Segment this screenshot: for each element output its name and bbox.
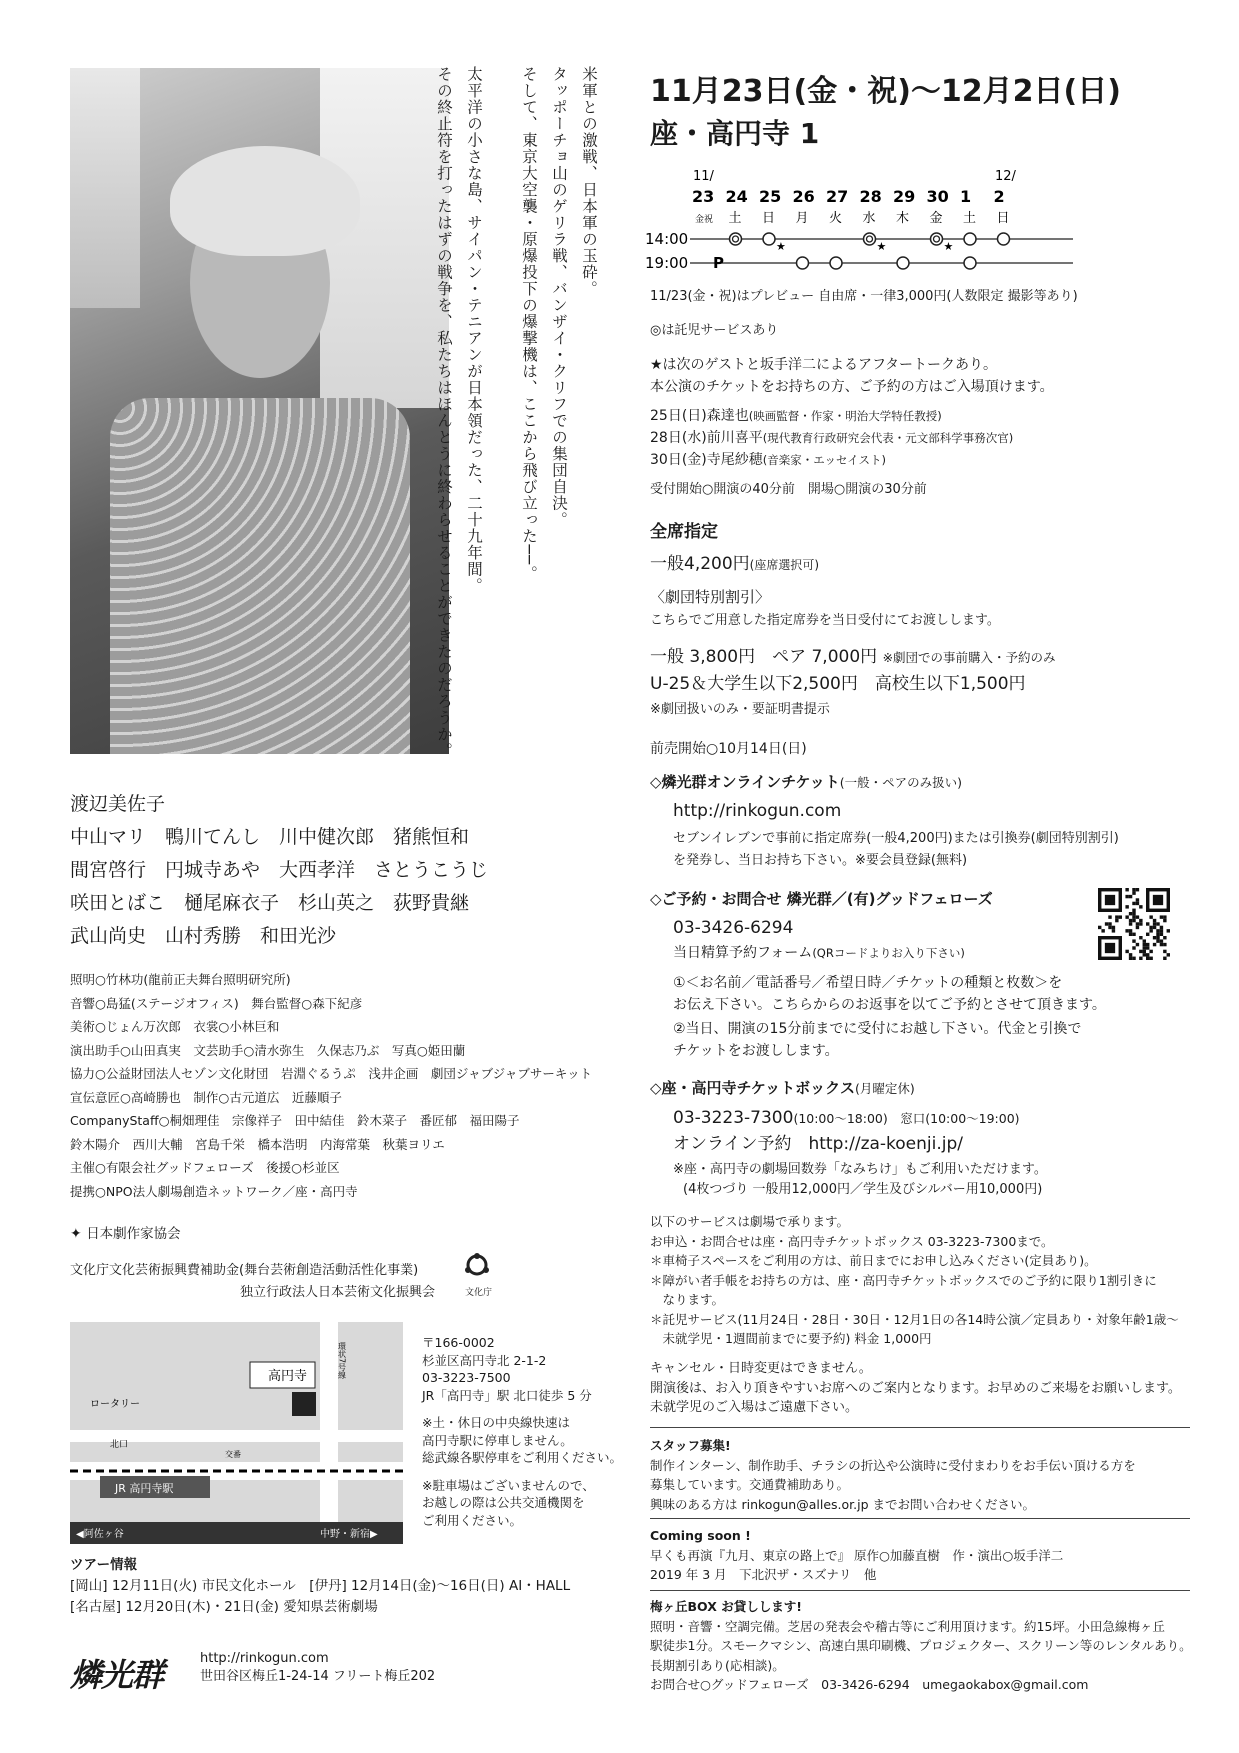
- performance-calendar: [645, 162, 1075, 280]
- vertical-line-2: タッポーチョ山のゲリラ戦、バンザイ・クリフでの集団自決。: [550, 66, 568, 528]
- show-mark-1900-6: [897, 257, 909, 269]
- reservation-phone[interactable]: 03-3426-6294: [673, 918, 794, 938]
- calendar-day-4: 27: [826, 187, 849, 206]
- grant-line-2: 独立行政法人日本芸術文化振興会: [240, 1285, 436, 1300]
- venue-title: 座・高円寺 1: [650, 117, 820, 150]
- show-mark-1400-2: [763, 233, 775, 245]
- staff-recruit: スタッフ募集! 制作インターン、制作助手、チラシの折込や公演時に受付まわりをお手伝い頂ける方を 募集しています。交通費補助あり。 興味のある方は rinkogun@alles.or.jp までお問い合わせください。: [650, 1438, 1136, 1512]
- reception-time: 受付開始○開演の40分前 開場○開演の30分前: [650, 482, 927, 497]
- calendar-weekday-3: 月: [795, 211, 809, 226]
- company-address: 世田谷区梅丘1-24-14 フリート梅丘202: [200, 1669, 436, 1684]
- performance-dates: 11月23日(金・祝)〜12月2日(日): [650, 74, 1121, 109]
- show-mark-1400-7: [931, 233, 943, 245]
- calendar-weekday-2: 日: [762, 211, 776, 226]
- show-mark-1400-5: [864, 233, 876, 245]
- map-koban: 交番: [225, 1450, 241, 1459]
- venue-address: 〒166-0002 杉並区高円寺北 2-1-2 03-3223-7500 JR「高円寺」駅 北口徒歩 5 分 ※土・休日の中央線快速は 高円寺駅に停車しません。 総武線各駅停車をご利用ください。 ※駐車場はございませんので、 お越しの際は公共交通機関を ご利用ください。: [422, 1335, 623, 1528]
- time-label-1900: 19:00: [645, 254, 689, 272]
- bunkacho-logo-icon: [462, 1250, 492, 1280]
- online-ticket-desc-1: セブンイレブンで事前に指定席券(一般4,200円)または引換券(劇団特別割引): [673, 831, 1119, 846]
- box-office-phone[interactable]: 03-3223-7300(10:00〜18:00) 窓口(10:00〜19:00): [673, 1108, 1020, 1128]
- calendar-weekday-4: 火: [829, 211, 843, 226]
- box-office-online[interactable]: オンライン予約 http://za-koenji.jp/: [673, 1134, 964, 1154]
- calendar-weekday-5: 水: [862, 211, 876, 226]
- map-station: JR 高円寺駅: [115, 1482, 174, 1495]
- calendar-day-7: 30: [926, 187, 949, 206]
- calendar-day-1: 24: [725, 187, 748, 206]
- aftertalk-note: ★は次のゲストと坂手洋二によるアフタートークあり。: [650, 357, 998, 373]
- reservation-step-2a: ②当日、開演の15分前までに受付にお越し下さい。代金と引換で: [673, 1021, 1082, 1037]
- calendar-day-8: 1: [960, 187, 972, 206]
- map-east: 中野・新宿▶: [320, 1529, 378, 1540]
- calendar-weekday-6: 木: [896, 211, 910, 226]
- reservation-step-1b: お伝え下さい。こちらからのお返事を以てご予約とさせて頂きます。: [673, 997, 1106, 1013]
- show-mark-1400-1: [730, 233, 742, 245]
- preview-note: 11/23(金・祝)はプレビュー 自由席・一律3,000円(人数限定 撮影等あり): [650, 289, 1078, 304]
- cancel-policy: キャンセル・日時変更はできません。 開演後は、お入り頂きやすいお席へのご案内となります。お早めのご来場をお願いします。 未就学児のご入場はご遠慮下さい。: [650, 1361, 1181, 1415]
- calendar-weekday-7: 金: [929, 211, 943, 226]
- vertical-line-5: その終止符を打ったはずの戦争を、私たちはほんとうに終わらせることができたのだろうか。: [435, 66, 453, 759]
- month-label-dec: 12/: [995, 169, 1016, 184]
- map-ring-road: 環状7号線: [337, 1342, 347, 1380]
- preview-mark: P: [713, 254, 724, 272]
- online-ticket-heading: ◇燐光群オンラインチケット(一般・ペアのみ扱い): [650, 773, 963, 791]
- calendar-weekday-8: 土: [963, 211, 977, 226]
- services-block: 以下のサービスは劇場で承ります。 お申込・お問合せは座・高円寺チケットボックス 03-3223-7300まで。 ＊車椅子スペースをご利用の方は、前日までにお申し込みください(定員あり)。 ＊障がい者手帳をお持ちの方は、座・高円寺チケットボックスでのご予約に限り1割引きに なります。 ＊託児サービス(11月24日・28日・30日・12月1日の各14時公演／定員あり・対象年齢1歳〜 未就学児・1週間前までに要予約) 料金 1,000円: [650, 1214, 1179, 1346]
- vertical-line-4: 太平洋の小さな島、サイパン・テニアンが日本領だった、二十九年間。: [465, 66, 483, 594]
- map-rotary: ロータリー: [90, 1399, 140, 1410]
- aftertalk-star-2: ★: [776, 240, 786, 253]
- childcare-note: ◎は託児サービスあり: [650, 323, 779, 338]
- guest-3: 30日(金)寺尾紗穂(音楽家・エッセイスト): [650, 452, 887, 468]
- calendar-day-6: 29: [893, 187, 916, 206]
- vertical-line-1: 米軍との激戦、日本軍の玉砕。: [580, 66, 598, 297]
- calendar-weekday-0: 金祝: [695, 215, 714, 225]
- show-mark-1400-8: [964, 233, 976, 245]
- calendar-weekday-1: 土: [728, 211, 742, 226]
- calendar-day-5: 28: [859, 187, 882, 206]
- coming-soon: Coming soon ! 早くも再演『九月、東京の路上で』 原作○加藤直樹 作・演出○坂手洋二 2019 年 3 月 下北沢ザ・スズナリ 他: [650, 1528, 1064, 1582]
- grant-line-1: 文化庁文化芸術振興費補助金(舞台芸術創造活動活性化事業): [70, 1263, 419, 1278]
- company-url[interactable]: http://rinkogun.com: [200, 1651, 329, 1666]
- box-office-ticket-note: ※座・高円寺の劇場回数券「なみちけ」もご利用いただけます。: [673, 1162, 1047, 1177]
- map-west: ◀阿佐ヶ谷: [76, 1529, 124, 1540]
- association-logo-icon: ✦: [70, 1226, 87, 1242]
- ticket-heading: 全席指定: [650, 522, 718, 542]
- reservation-form[interactable]: 当日精算予約フォーム(QRコードよりお入り下さい): [673, 945, 965, 961]
- guest-2: 28日(水)前川喜平(現代教育行政研究会代表・元文部科学事務次官): [650, 430, 1014, 446]
- staff-credits: 照明○竹林功(龍前正夫舞台照明研究所) 音響○島猛(ステージオフィス) 舞台監督○森下紀彦 美術○じょん万次郎 衣裳○小林巨和 演出助手○山田真実 文芸助手○清水弥生 久保志乃ぶ 写真○姫田蘭 協力○公益財団法人セゾン文化財団 岩淵ぐるうぷ 浅井企画 劇団ジャブジャブサーキット 宣伝意匠○高崎勝也 制作○古元道広 近藤順子 CompanyStaff○桐畑理佳 宗像祥子 田中結佳 鈴木菜子 番匠郁 福田陽子 鈴木陽介 西川大輔 宮島千栄 橋本浩明 内海常葉 秋葉ヨリエ 主催○有限会社グッドフェローズ 後援○杉並区 提携○NPO法人劇場創造ネットワーク／座・高円寺: [70, 972, 593, 1199]
- reservation-step-2b: チケットをお渡しします。: [673, 1043, 839, 1059]
- aftertalk-star-5: ★: [876, 240, 887, 253]
- qr-code[interactable]: [1098, 888, 1170, 960]
- online-ticket-link[interactable]: http://rinkogun.com: [673, 801, 842, 821]
- playwrights-association: ✦ 日本劇作家協会: [70, 1226, 181, 1242]
- access-map: [70, 1322, 403, 1544]
- presale-date: 前売開始○10月14日(日): [650, 741, 807, 757]
- show-mark-1900-3: [797, 257, 809, 269]
- company-logo: 燐光群: [70, 1656, 164, 1694]
- aftertalk-entry-note: 本公演のチケットをお持ちの方、ご予約の方はご入場頂けます。: [650, 379, 1054, 395]
- vertical-line-3: そして、東京大空襲・原爆投下の爆撃機は、ここから飛び立った──。: [520, 66, 538, 582]
- time-label-1400: 14:00: [645, 230, 689, 248]
- discount-condition: ※劇団扱いのみ・要証明書提示: [650, 702, 830, 717]
- aftertalk-star-7: ★: [943, 240, 954, 253]
- show-mark-1900-8: [964, 257, 976, 269]
- calendar-day-3: 26: [792, 187, 815, 206]
- cast-list: 渡辺美佐子 中山マリ 鴨川てんし 川中健次郎 猪熊恒和 間宮啓行 円城寺あや 大西孝洋 さとうこうじ 咲田とばこ 樋尾麻衣子 杉山英之 荻野貴継 武山尚史 山村秀勝 和田光沙: [70, 793, 489, 947]
- lead-actress-photo: [70, 68, 449, 754]
- month-label-nov: 11/: [693, 169, 714, 184]
- ticket-general: 一般4,200円(座席選択可): [650, 554, 820, 574]
- map-venue: 高円寺: [268, 1369, 308, 1384]
- calendar-day-0: 23: [692, 187, 715, 206]
- bunkacho-label: 文化庁: [465, 1288, 493, 1298]
- company-footer: [200, 1650, 435, 1686]
- calendar-day-9: 2: [993, 187, 1005, 206]
- discount-heading: 〈劇団特別割引〉: [650, 588, 771, 606]
- map-north-exit: 北口: [110, 1440, 129, 1450]
- box-office-heading: ◇座・高円寺チケットボックス(月曜定休): [650, 1079, 915, 1097]
- reservation-step-1a: ①＜お名前／電話番号／希望日時／チケットの種類と枚数＞を: [673, 975, 1063, 991]
- guest-1: 25日(日)森達也(映画監督・作家・明治大学特任教授): [650, 408, 942, 424]
- show-mark-1400-9: [998, 233, 1010, 245]
- online-ticket-desc-2: を発券し、当日お持ち下さい。※要会員登録(無料): [673, 853, 968, 868]
- discount-prices-2: U-25＆大学生以下2,500円 高校生以下1,500円: [650, 674, 1026, 694]
- calendar-weekday-9: 日: [996, 211, 1010, 226]
- calendar-day-2: 25: [759, 187, 782, 206]
- box-office-ticket-price: (4枚つづり 一般用12,000円／学生及びシルバー用10,000円): [683, 1182, 1043, 1197]
- discount-prices-1: 一般 3,800円 ペア 7,000円 ※劇団での事前購入・予約のみ: [650, 647, 1056, 667]
- rental-info: 梅ヶ丘BOX お貸しします! 照明・音響・空調完備。芝居の発表会や稽古等にご利用頂けます。約15坪。小田急線梅ヶ丘 駅徒歩1分。スモークマシン、高速白黒印刷機、プロジェクター、スクリーン等のレンタルあり。 長期割引あり(応相談)。 お問合せ○グッドフェローズ 03-3426-6294 umegaokabox@gmail.com: [650, 1599, 1192, 1692]
- show-mark-1900-4: [830, 257, 842, 269]
- tour-info: ツアー情報 [岡山] 12月11日(火) 市民文化ホール [伊丹] 12月14日(金)〜16日(日) AI・HALL [名古屋] 12月20日(木)・21日(金) 愛知県芸術劇場: [70, 1557, 571, 1615]
- discount-description: こちらでご用意した指定席券を当日受付にてお渡しします。: [650, 613, 1000, 628]
- reservation-heading: ◇ご予約・お問合せ 燐光群／(有)グッドフェローズ: [650, 890, 993, 908]
